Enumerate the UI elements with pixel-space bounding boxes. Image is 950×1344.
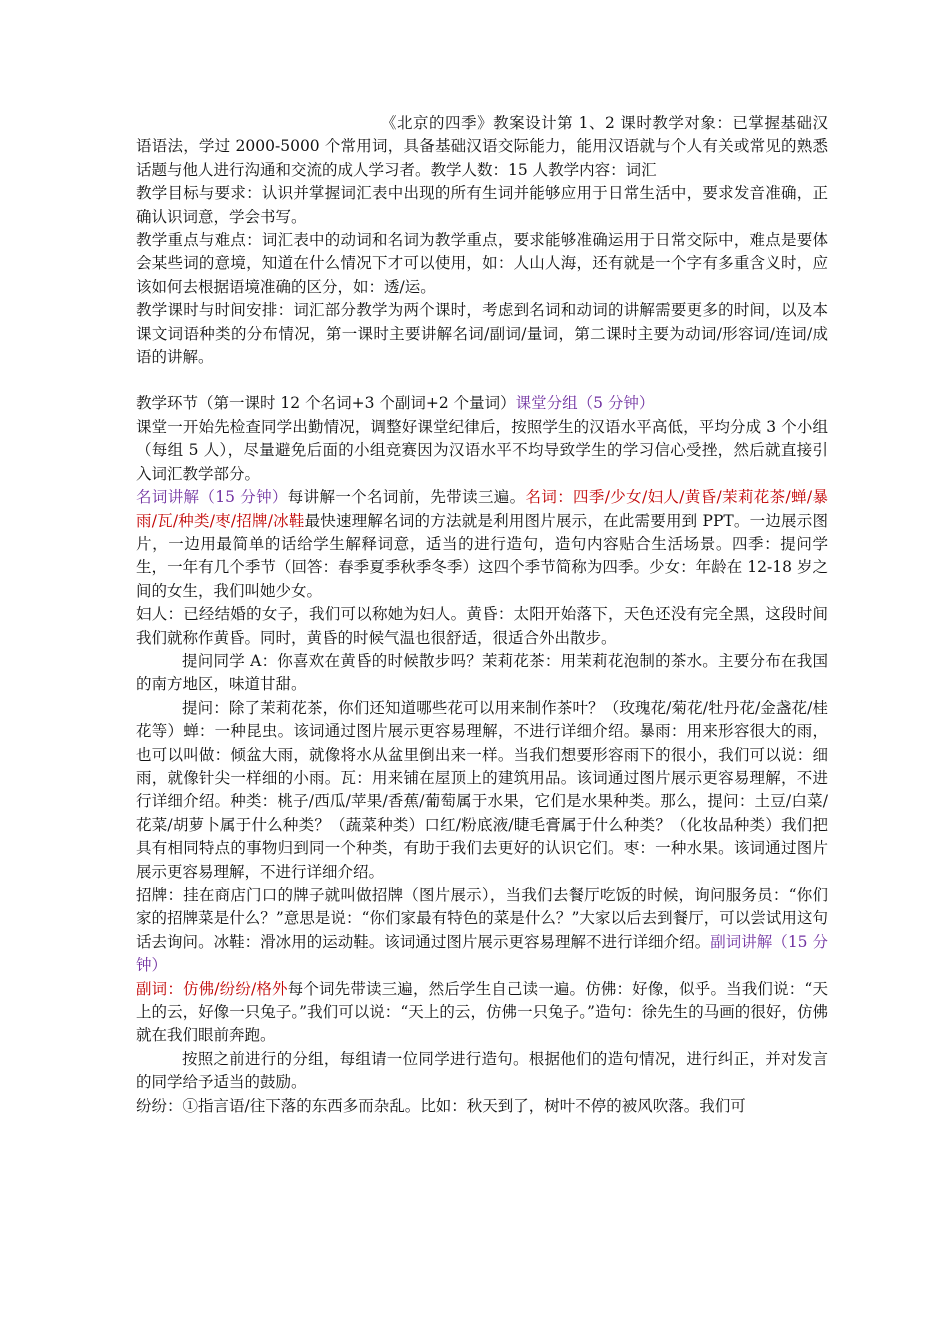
document-body (136, 112, 828, 1118)
fenfen-paragraph: 纷纷：①指言语/往下落的东西多而杂乱。比如：秋天到了，树叶不停的被风吹落。我们可 (136, 1096, 746, 1115)
noun-paragraph (136, 486, 828, 603)
grouping-paragraph: 按照之前进行的分组，每组请一位同学进行造句。根据他们的造句情况，进行纠正，并对发言的同学给予适当的鼓励。 (136, 1049, 828, 1092)
blank-line (136, 369, 828, 392)
adverb-heading: 副词讲解（15 分钟） (136, 932, 828, 975)
ask-a-paragraph: 提问同学 A：你喜欢在黄昏的时候散步吗？茉莉花茶：用茉莉花泡制的茶水。主要分布在我国的南方地区，味道甘甜。 (136, 651, 828, 694)
adverb-paragraph (136, 978, 828, 1048)
intro-paragraph (136, 112, 828, 182)
woman-paragraph: 妇人：已经结婚的女子，我们可以称她为妇人。黄昏：太阳开始落下，天色还没有完全黑，这段时间我们就称作黄昏。同时，黄昏的时候气温也很舒适，很适合外出散步。 (136, 605, 828, 647)
goals-paragraph: 教学目标与要求：认识并掌握词汇表中出现的所有生词并能够应用于日常生活中，要求发音准确，正确认识词意，学会书写。 (136, 184, 828, 226)
noun-list: 名词：四季/少女/妇人/黄昏/茉莉花茶/蝉/暴雨/瓦/种类/枣/招牌/冰鞋 (136, 488, 828, 530)
ask-b-paragraph: 提问：除了茉莉花茶，你们还知道哪些花可以用来制作茶叶？（玫瑰花/菊花/牡丹花/金盏花/桂花等）蝉：一种昆虫。该词通过图片展示更容易理解，不进行详细介绍。暴雨：用来形容很大的雨，也可以叫做：倾盆大雨，就像将水从盆里倒出来一样。当我们想要形容雨下的很小，我们可以说：细雨，就像针尖一样细的小雨。瓦：用来铺在屋顶上的建筑用品。该词通过图片展示更容易理解，不进行详细介绍。种类：桃子/西瓜/苹果/香蕉/葡萄属于水果，它们是水果种类。那么，提问：土豆/白菜/花菜/胡萝卜属于什么种类？（蔬菜种类）口红/粉底液/睫毛膏属于什么种类？（化妆品种类）我们把具有相同特点的事物归到同一个种类，有助于我们去更好的认识它们。枣：一种水果。该词通过图片展示更容易理解，不进行详细介绍。 (136, 698, 828, 881)
sign-text: 招牌：挂在商店门口的牌子就叫做招牌（图片展示），当我们去餐厅吃饭的时候，询问服务员：“你们家的招牌菜是什么？”意思是说：“你们家最有特色的菜是什么？”大家以后去到餐厅，可以尝试用这句话去询问。冰鞋：滑冰用的运动鞋。该词通过图片展示更容易理解不进行详细介绍。 (136, 886, 828, 951)
group-heading: 课堂分组（5 分钟） (515, 394, 655, 413)
sign-paragraph (136, 884, 828, 978)
document-title: 《北京的四季》教案设计第 1、2 课时 (381, 114, 653, 132)
adverb-body: 每个词先带读三遍，然后学生自己读一遍。仿佛：好像，似乎。当我们说：“天上的云，好像一只兔子。”我们可以说：“天上的云，仿佛一只兔子。”造句：徐先生的马画的很好，仿佛就在我们眼前奔跑。 (136, 979, 828, 1045)
noun-body: 最快速理解名词的方法就是利用图片展示，在此需要用到 PPT。一边展示图片，一边用最简单的话给学生解释词意，适当的进行造句，造句内容贴合生活场景。四季：提问学生，一年有几个季节（回答：春季夏季秋季冬季）这四个季节简称为四季。少女：年龄在 12-18 岁之间的女生，我们叫她少女。 (136, 511, 828, 600)
noun-heading: 名词讲解（15 分钟） (136, 488, 288, 507)
noun-intro: 每讲解一个名词前，先带读三遍。 (287, 488, 526, 507)
steps-prefix: 教学环节（第一课时 12 个名词+3 个副词+2 个量词） (136, 394, 516, 413)
schedule-paragraph: 教学课时与时间安排：词汇部分教学为两个课时，考虑到名词和动词的讲解需要更多的时间，以及本课文词语种类的分布情况，第一课时主要讲解名词/副词/量词，第二课时主要为动词/形容词/连词/成语的讲解。 (136, 301, 828, 367)
adverb-list: 副词：仿佛/纷纷/格外 (136, 979, 288, 998)
intro-text: 教学对象：已掌握基础汉语语法，学过 2000-5000 个常用词，具备基础汉语交际能力，能用汉语就与个人有关或常见的熟悉话题与他人进行沟通和交流的成人学习者。教学人数：15 人教学内容：词汇 (136, 114, 828, 179)
group-paragraph: 课堂一开始先检查同学出勤情况，调整好课堂纪律后，按照学生的汉语水平高低，平均分成 3 个小组（每组 5 人），尽量避免后面的小组竞赛因为汉语水平不均导致学生的学习信心受挫，然后就直接引入词汇教学部分。 (136, 417, 828, 483)
key-points-paragraph: 教学重点与难点：词汇表中的动词和名词为教学重点，要求能够准确运用于日常交际中，难点是要体会某些词的意境，知道在什么情况下才可以使用，如：人山人海，还有就是一个字有多重含义时，应该如何去根据语境准确的区分，如：透/运。 (136, 231, 828, 296)
steps-heading (136, 392, 828, 415)
